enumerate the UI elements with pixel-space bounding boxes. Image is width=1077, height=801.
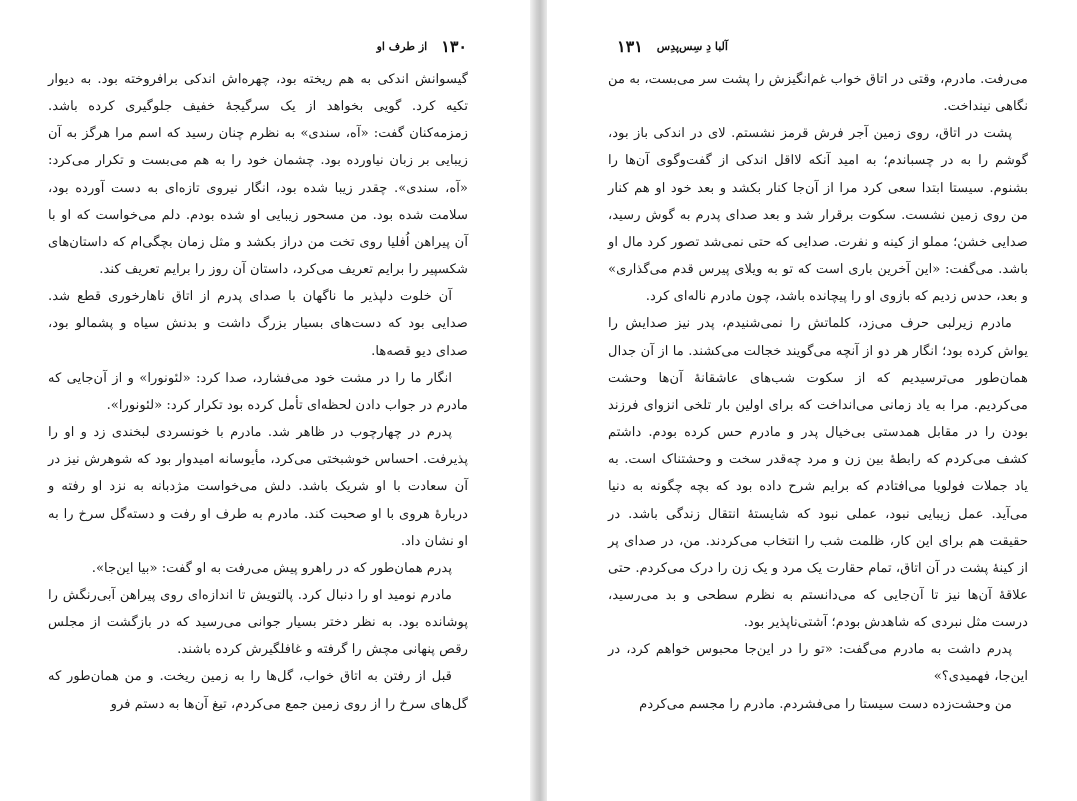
book-gutter (530, 0, 547, 801)
right-page-body (608, 66, 1028, 718)
paragraph: انگار ما را در مشت خود می‌فشارد، صدا کرد: «لئونورا» و از آن‌جایی که مادرم در جواب دادن لحظه‌ای تأمل کرده بود تکرار کرد: «لئونورا». (48, 370, 468, 413)
left-page-header (377, 34, 467, 58)
paragraph: من وحشت‌زده دست سیستا را می‌فشردم. مادرم را مجسم می‌کردم (639, 696, 1012, 712)
paragraph: پدرم در چهارچوب در ظاهر شد. مادرم با خونسردی لبخندی زد و او را پذیرفت. احساس خوشبختی می‌کرد، مأیوسانه امیدوار بود که شوهرش نیز در آن سعادت با او شریک باشد. دلش می‌خواست مژدبانه به نزد او رفته و دربارهٔ هروی با او صحبت کند. مادرم به طرف او رفت و دسته‌گل سرخ را به او نشان داد. (48, 425, 468, 549)
right-page (547, 0, 1077, 801)
paragraph: قبل از رفتن به اتاق خواب، گل‌ها را به زمین ریخت. و من همان‌طور که گل‌های سرخ را از روی زمین جمع می‌کردم، تیغ آن‌ها به دستم فرو (48, 669, 468, 712)
paragraph: آن خلوت دلپذیر ما ناگهان با صدای پدرم از اتاق ناهارخوری قطع شد. صدایی بود که دست‌های بسیار بزرگ داشت و بدنش سیاه و پشمالو بود، صدای دیو قصه‌ها. (48, 289, 468, 359)
running-title: از طرف او (376, 39, 428, 53)
paragraph: پدرم همان‌طور که در راهرو پیش می‌رفت به او گفت: «بیا این‌جا». (91, 560, 452, 576)
page-number: ۱۳۱ (617, 36, 643, 56)
right-page-header (617, 34, 728, 58)
paragraph: پدرم داشت به مادرم می‌گفت: «تو را در این‌جا محبوس خواهم کرد، در این‌جا، فهمیدی؟» (608, 642, 1028, 685)
page-number: ۱۳۰ (441, 36, 467, 56)
paragraph: می‌رفت. مادرم، وقتی در اتاق خواب غم‌انگیزش را پشت سر می‌بست، به من نگاهی نینداخت. (608, 72, 1028, 115)
left-page (0, 0, 530, 801)
left-page-body (48, 66, 468, 718)
paragraph: پشت در اتاق، روی زمین آجر فرش قرمز نشستم. لای در اندکی باز بود، گوشم را به در چسباندم؛ به امید آنکه لااقل اندکی از گفت‌وگوی آن‌ها را بشنوم. سیستا ابتدا سعی کرد مرا از آن‌جا کنار بکشد و بعد خود او هم کنار من روی زمین نشست. سکوت برقرار شد و بعد صدای پدرم به گوش رسید، صدایی خشن؛ مملو از کینه و نفرت. صدایی که حتی نمی‌شد تصور کرد مال او باشد. می‌گفت: «این آخرین باری است که تو به ویلای پیرس قدم می‌گذاری» و بعد، حدس زدیم که بازوی او را پیچانده باشد، چون مادرم ناله‌ای کرد. (608, 126, 1028, 305)
paragraph: گیسوانش اندکی به هم ریخته بود، چهره‌اش اندکی برافروخته بود. به دیوار تکیه کرد. گویی بخواهد از یک سرگیجهٔ خفیف جلوگیری کرده باشد. زمزمه‌کنان گفت: «آه، سندی» به نظرم چنان رسید که اسم مرا هرگز به آن زیبایی بر زبان نیاورده بود. چشمان خود را به هم می‌بست و تکرار می‌کرد: «آه، سندی». چقدر زیبا شده بود، انگار نیروی تازه‌ای به دست آورده بود، سلامت شده بود. من مسحور زیبایی او شده بودم. دلم می‌خواست که او با آن پیراهن اُفلیا روی تخت من دراز بکشد و مثل زمان بچگی‌ام که داستان‌های شکسپیر را برایم تعریف می‌کرد، داستان آن روز را برایم تعریف کند. (48, 72, 468, 278)
paragraph: مادرم نومید او را دنبال کرد. پالتویش تا اندازه‌ای روی پیراهن آبی‌رنگش را پوشانده بود. به نظر دختر بسیار جوانی می‌رسید که در بازگشت از مجلس رقص پنهانی مچش را گرفته و غافلگیرش کرده باشند. (48, 587, 468, 658)
paragraph: مادرم زیرلبی حرف می‌زد، کلماتش را نمی‌شنیدم، پدر نیز صدایش را یواش کرده بود؛ انگار هر دو از آنچه می‌گویند خجالت می‌کشند. ما از آن جدال همان‌طور می‌ترسیدیم که از سکوت شب‌های عاشقانهٔ آن‌ها وحشت می‌کردیم. مرا به یاد زمانی می‌انداخت که برای اولین بار تلخی انزوای فرزند بودن را در مقابل همدستی بی‌خیال پدر و مادرم حس کرده بودم. داشتم کشف می‌کردم که رابطهٔ بین زن و مرد چه‌قدر سخت و وحشتناک است. به یاد جملات فولویا می‌افتادم که برایم شرح داده بود که بچه چگونه به دنیا می‌آید. عمل زیبایی نبود، عملی نبود که شایستهٔ انتقال زندگی باشد. در حقیقت هم برای این کار، ظلمت شب را انتخاب می‌کردند. من، در صدای پر از کینهٔ پشت در آن اتاق، تمام حقارت یک مرد و یک زن را درک می‌کردم. حتی علاقهٔ آن‌ها نیز تا آن‌جایی که می‌دانستم به نظرم سطحی و بد می‌رسید، درست مثل نبردی که شاهدش بودم؛ آشتی‌ناپذیر بود. (608, 316, 1028, 631)
running-title: آلبا دِ سِس‌پدِس (656, 39, 728, 53)
